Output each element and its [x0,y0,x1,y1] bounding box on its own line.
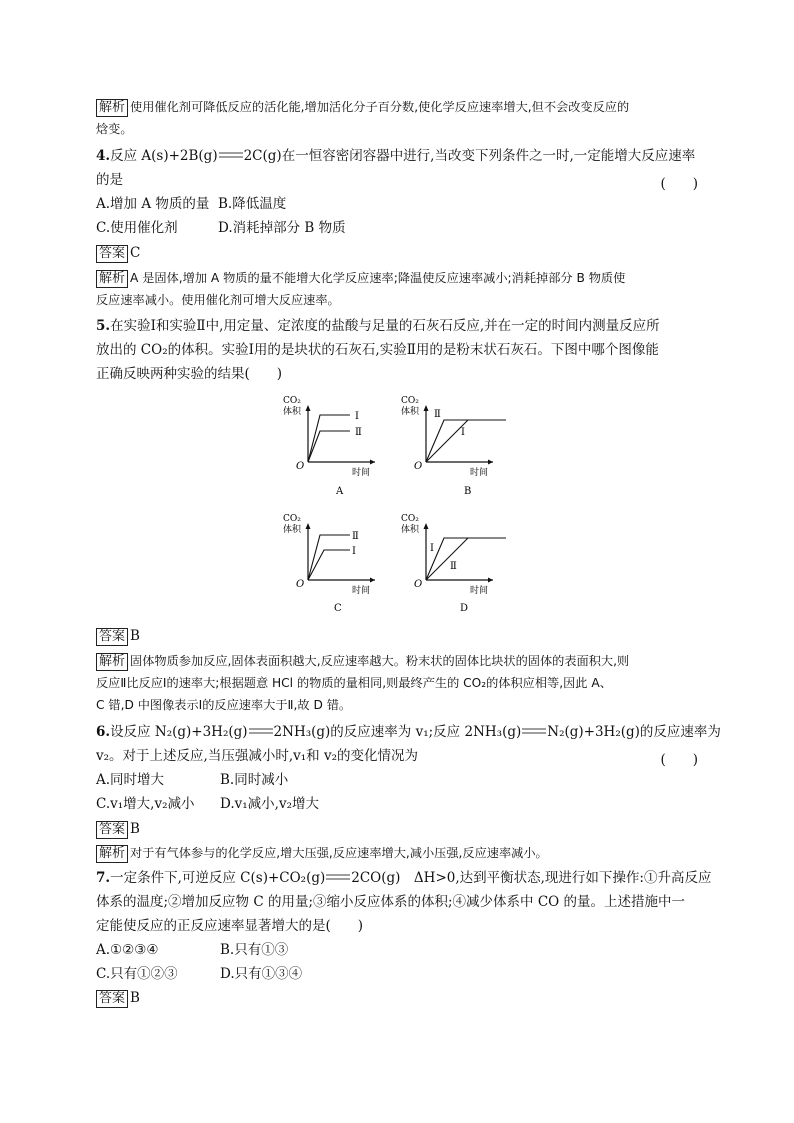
answer-tag: 答案 [96,628,128,646]
y-axis-arrow-icon [306,523,311,529]
curve-I [308,415,350,462]
q4-option-d: D.消耗掉部分 B 物质 [218,220,346,236]
q7-stem-line1: 7.一定条件下,可逆反应 C(s)+CO₂(g) 2CO(g) ΔH>0,达到平衡状态,现进行如下操作:①升高反应 [96,870,712,886]
graph-name-a: A [336,486,344,497]
origin-label: O [296,579,305,590]
q4-answer: 答案 C [96,243,140,263]
label-I: Ⅰ [355,411,359,422]
q5-analysis-line1: 解析 固体物质参加反应,固体表面积越大,反应速率越大。粉末状的固体比块状的固体的表面积大,则 [96,651,629,671]
graph-a [280,395,390,500]
y-label-volume: 体积 [401,525,420,535]
q6-option-c: C.v₁增大,v₂减小 [96,796,195,812]
analysis-tag: 解析 [96,845,128,863]
label-II: Ⅱ [355,427,362,438]
q6-stem-line1: 6.设反应 N₂(g)+3H₂(g) 2NH₃(g)的反应速率为 v₁;反应 2NH₃(g) N₂(g)+3H₂(g)的反应速率为 [96,724,721,740]
y-axis-arrow-icon [306,405,311,411]
curve-I [426,538,506,580]
q4-option-c: C.使用催化剂 [96,220,178,236]
analysis-tag: 解析 [96,99,128,117]
q4-answer-paren: ( ) [660,176,698,192]
label-I: Ⅰ [430,543,434,554]
reversible-arrow-icon [521,724,547,740]
q5-analysis-line3: C 错,D 中图像表示Ⅰ的反应速率大于Ⅱ,故 D 错。 [96,698,352,712]
label-II: Ⅱ [450,561,457,572]
q6-option-d: D.v₁减小,v₂增大 [220,796,320,812]
x-label-time: 时间 [470,586,489,596]
y-label-volume: 体积 [283,407,302,417]
graph-name-b: B [464,486,472,497]
q4-stem-line1: 4.反应 A(s)+2B(g) 2C(g)在一恒容密闭容器中进行,当改变下列条件之一时,一定能增大反应速率 [96,148,696,164]
curve-II [426,420,506,462]
y-axis-arrow-icon [424,523,429,529]
q6-option-b: B.同时减小 [220,772,289,788]
reversible-arrow-icon [248,724,274,740]
q3-analysis-line2: 焓变。 [96,122,133,136]
x-axis-arrow-icon [488,460,493,465]
q7-option-b: B.只有①③ [220,942,289,958]
x-label-time: 时间 [470,468,489,478]
origin-label: O [414,461,423,472]
q7-option-d: D.只有①③④ [220,966,303,982]
graph-name-c: C [334,603,342,614]
origin-label: O [414,579,423,590]
x-label-time: 时间 [352,586,371,596]
y-label-volume: 体积 [401,407,420,417]
graph-name-d: D [460,603,469,614]
q5-analysis-line2: 反应Ⅱ比反应Ⅰ的速率大;根据题意 HCl 的物质的量相同,则最终产生的 CO₂的体积应相等,因此 A、 [96,676,612,690]
y-label-volume: 体积 [283,525,302,535]
x-label-time: 时间 [352,468,371,478]
curve-II [308,535,350,580]
q3-analysis-line1: 解析 使用催化剂可降低反应的活化能,增加活化分子百分数,使化学反应速率增大,但不会改变反应的 [96,97,629,117]
q4-option-b: B.降低温度 [218,196,287,212]
q7-stem-line2: 体系的温度;②增加反应物 C 的用量;③缩小反应体系的体积;④减少体系中 CO 的量。上述措施中一 [96,894,686,910]
y-label-co2: CO₂ [401,396,419,406]
q4-analysis-line2: 反应速率减小。使用催化剂可增大反应速率。 [96,293,340,307]
reversible-arrow-icon [325,870,351,886]
label-II: Ⅱ [352,531,359,542]
q6-answer-paren: ( ) [660,752,698,768]
y-label-co2: CO₂ [283,514,301,524]
q6-answer: 答案 B [96,819,140,839]
y-axis-arrow-icon [424,405,429,411]
label-I: Ⅰ [461,427,465,438]
answer-tag: 答案 [96,821,128,839]
label-I: Ⅰ [352,546,356,557]
q4-analysis-line1: 解析 A 是固体,增加 A 物质的量不能增大化学反应速率;降温使反应速率减小;消耗掉部分 B 物质使 [96,268,625,288]
q7-option-c: C.只有①②③ [96,966,178,982]
q5-stem-line3: 正确反映两种实验的结果( ) [96,366,283,382]
q5-stem-line1: 5.在实验Ⅰ和实验Ⅱ中,用定量、定浓度的盐酸与足量的石灰石反应,并在一定的时间内测量反应所 [96,318,660,334]
x-axis-arrow-icon [370,460,375,465]
x-axis-arrow-icon [488,578,493,583]
q6-analysis-line1: 解析 对于有气体参与的化学反应,增大压强,反应速率增大,减小压强,反应速率减小。 [96,843,548,863]
q4-option-a: A.增加 A 物质的量 [96,196,210,212]
answer-tag: 答案 [96,245,128,263]
q5-stem-line2: 放出的 CO₂的体积。实验Ⅰ用的是块状的石灰石,实验Ⅱ用的是粉末状石灰石。下图中哪个图像能 [96,342,659,358]
q7-option-a: A.①②③④ [96,942,159,958]
origin-label: O [296,461,305,472]
q6-stem-line2: v₂。对于上述反应,当压强减小时,v₁和 v₂的变化情况为 [96,748,418,764]
q6-option-a: A.同时增大 [96,772,165,788]
q5-answer: 答案 B [96,626,140,646]
reversible-arrow-icon [218,148,244,164]
y-label-co2: CO₂ [401,514,419,524]
graph-d [398,513,513,618]
analysis-tag: 解析 [96,270,128,288]
label-II: Ⅱ [434,409,441,420]
graph-b [398,395,513,500]
x-axis-arrow-icon [370,578,375,583]
graph-c [280,513,390,618]
q4-stem-line2: 的是 [96,172,123,188]
q7-stem-line3: 定能使反应的正反应速率显著增大的是( ) [96,918,364,934]
q7-answer: 答案 B [96,988,140,1008]
y-label-co2: CO₂ [283,396,301,406]
answer-tag: 答案 [96,990,128,1008]
analysis-tag: 解析 [96,653,128,671]
